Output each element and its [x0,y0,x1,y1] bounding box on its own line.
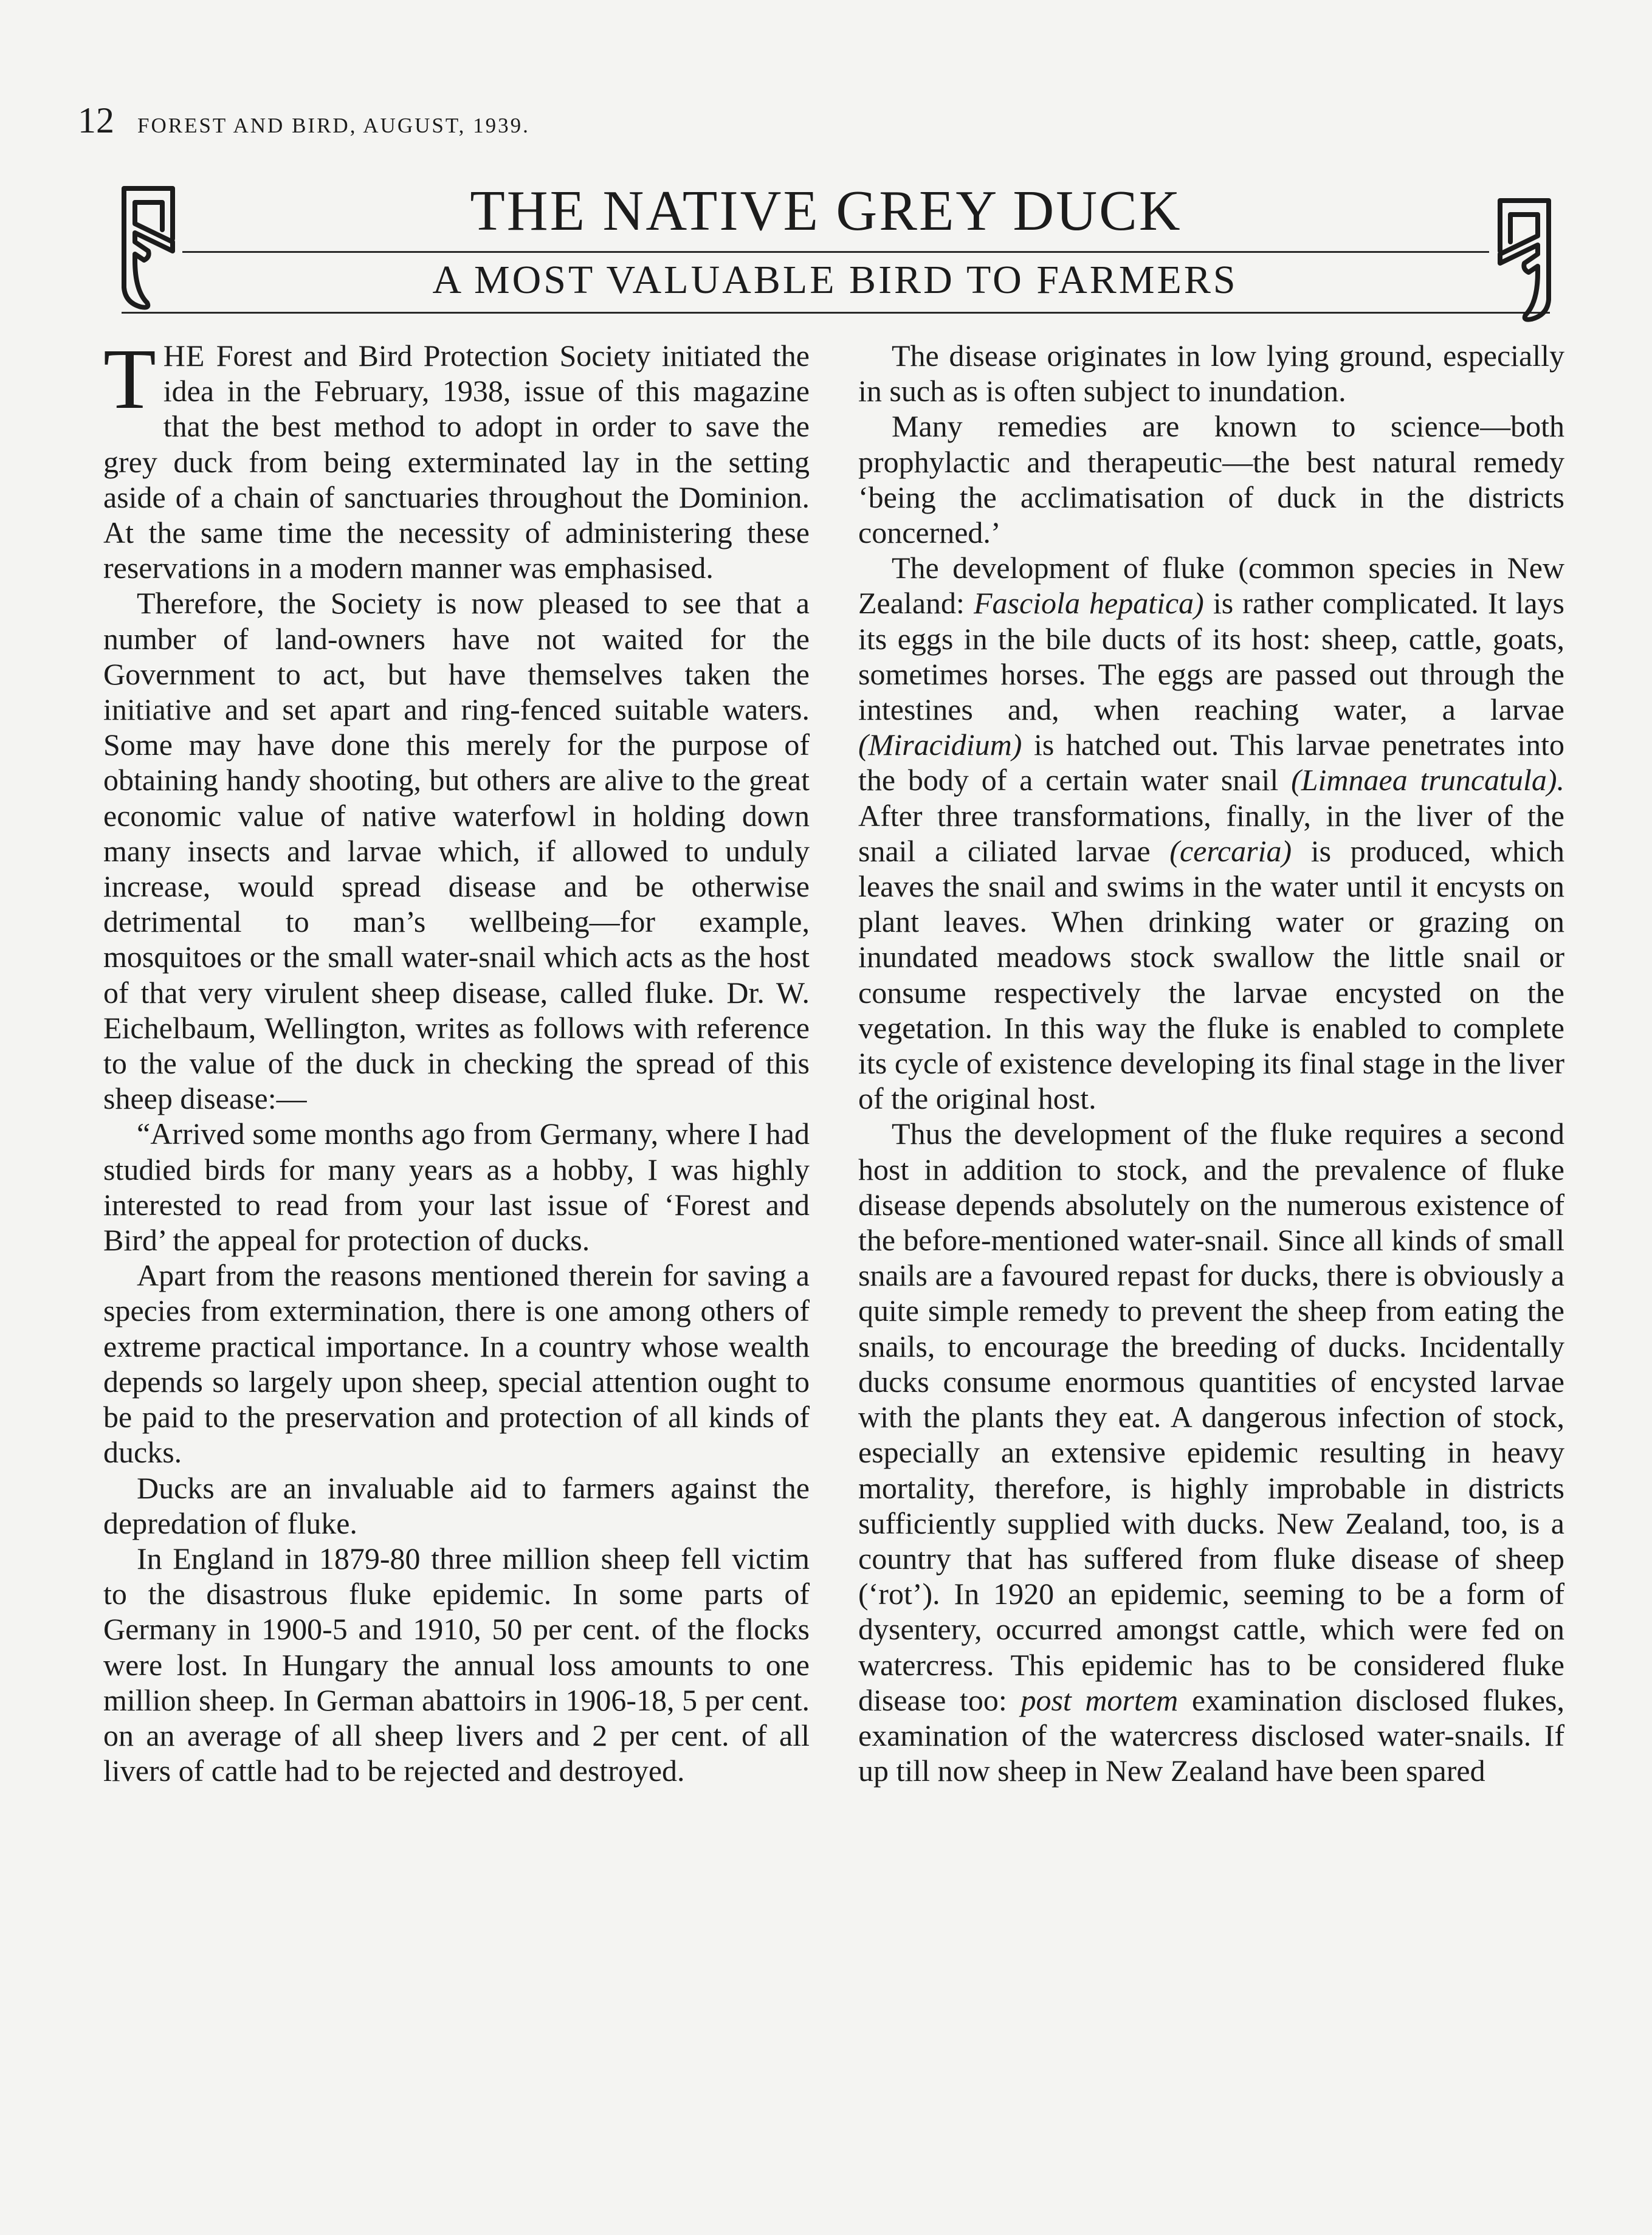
article-subtitle: A MOST VALUABLE BIRD TO FARMERS [432,258,1238,302]
left-column [103,331,810,1788]
paragraph-text: is hatched out. This larvae penetrates into the body of a certain water snail [858,728,1564,797]
paragraph: Therefore, the Society is now pleased to see that a number of land-owners have not waited for the Government to act, but have themselves taken the initiative and set apart and ring-fenced suitable waters. Some may have done this merely for the purpose of obtaining handy shooting, but others are alive to the great economic value of native waterfowl in holding down many insects and larvae which, if allowed to unduly increase, would spread disease and be otherwise detrimental to man’s wellbeing—for example, mosquitoes or the small water-snail which acts as the host of that very virulent sheep disease, called fluke. Dr. W. Eichelbaum, Wellington, writes as follows with reference to the value of the duck in checking the spread of this sheep disease:— [103,586,810,1116]
paragraph [103,331,810,585]
right-decorative-bracket-icon [1489,193,1556,327]
paragraph-text: The development of fluke (common species in New Zealand: [858,551,1564,621]
paragraph: Apart from the reasons mentioned therein for saving a species from extermination, there is one among others of extreme practical importance. In a country whose wealth depends so largely upon sheep, special attention ought to be paid to the preservation and protection of all kinds of ducks. [103,1258,810,1470]
running-head [78,102,530,139]
italic-term: post mortem [1020,1682,1179,1717]
species-name: Fasciola hepatica) [973,586,1204,621]
paragraph: In England in 1879-80 three million sheep fell victim to the disastrous fluke epidemic. In some parts of Germany in 1900-5 and 1910, 50 per cent. of the flocks were lost. In Hungary the annual loss amounts to one million sheep. In German abattoirs in 1906-18, 5 per cent. on an average of all sheep livers and 2 per cent. of all livers of cattle had to be rejected and destroyed. [103,1541,810,1788]
paragraph-text: is rather complicated. It lays its eggs in the bile ducts of its host: sheep, cattle, goats, sometimes horses. The eggs are passed out through the intestines and, when reaching water, a larvae [858,586,1564,727]
species-name: (Limnaea truncatula). [1291,763,1564,797]
lead-in: HE [163,339,205,373]
paragraph-text: Forest and Bird Protection Society initiated the idea in the February, 1938, issue of this magazine that the best method to adopt in order to save the grey duck from being exterminated lay in the setting aside of a chain of sanctuaries throughout the Dominion. At the same time the necessity of administering these reservations in a modern manner was emphasised. [103,339,810,585]
paragraph-text: After three transformations, finally, in the liver of the snail a ciliated larvae [858,798,1564,868]
paragraph: Many remedies are known to science—both prophylactic and therapeutic—the best natural remedy ‘being the acclimatisation of duck in the districts concerned.’ [858,409,1564,550]
paragraph: “Arrived some months ago from Germany, where I had studied birds for many years as a hobby, I was highly interested to read from your last issue of ‘Forest and Bird’ the appeal for protection of ducks. [103,1117,810,1258]
subtitle-rule [122,312,1550,314]
paragraph-text: Thus the development of the fluke requires a second host in addition to stock, and the prevalence of fluke disease depends absolutely on the numerous existence of the before-mentioned water-snail. Since all kinds of small snails are a favoured repast for ducks, there is obviously a quite simple remedy to prevent the sheep from eating the snails, to encourage the breeding of ducks. Incidentally ducks consume enormous quantities of encysted larvae with the plants they eat. A dangerous infection of stock, especially an extensive epidemic resulting in heavy mortality, therefore, is highly improbable in districts sufficiently supplied with ducks. New Zealand, too, is a country that has suffered from fluke disease of sheep (‘rot’). In 1920 an epidemic, seeming to be a form of dysentery, occurred amongst cattle, which were fed on watercress. This epidemic has to be considered fluke disease too: [858,1117,1564,1717]
paragraph: The disease originates in low lying ground, especially in such as is often subject to inundation. [858,339,1564,408]
page-number: 12 [78,100,114,140]
paragraph-text: examination disclosed flukes, examination of the watercress disclosed water-snails. If up till now sheep in New Zealand have been spared [858,1682,1565,1788]
article-title: THE NATIVE GREY DUCK [470,179,1182,243]
paragraph [858,550,1564,1116]
right-column [858,338,1564,1788]
paragraph [858,1116,1564,1788]
publication-title: FOREST AND BIRD, AUGUST, 1939. [137,114,530,137]
species-name: (Miracidium) [858,728,1022,762]
title-rule [182,251,1489,253]
paragraph: Ducks are an invaluable aid to farmers against the depredation of fluke. [103,1470,810,1540]
paragraph-text: is produced, which leaves the snail and swims in the water until it encysts on plant leaves. When drinking water or grazing on inundated meadows stock swallow the little snail or consume respectively the larvae encysted on the vegetation. In this way the fluke is enabled to complete its cycle of existence developing its final stage in the liver of the original host. [858,833,1565,1116]
drop-cap: T [103,331,156,427]
species-name: (cercaria) [1169,833,1292,868]
